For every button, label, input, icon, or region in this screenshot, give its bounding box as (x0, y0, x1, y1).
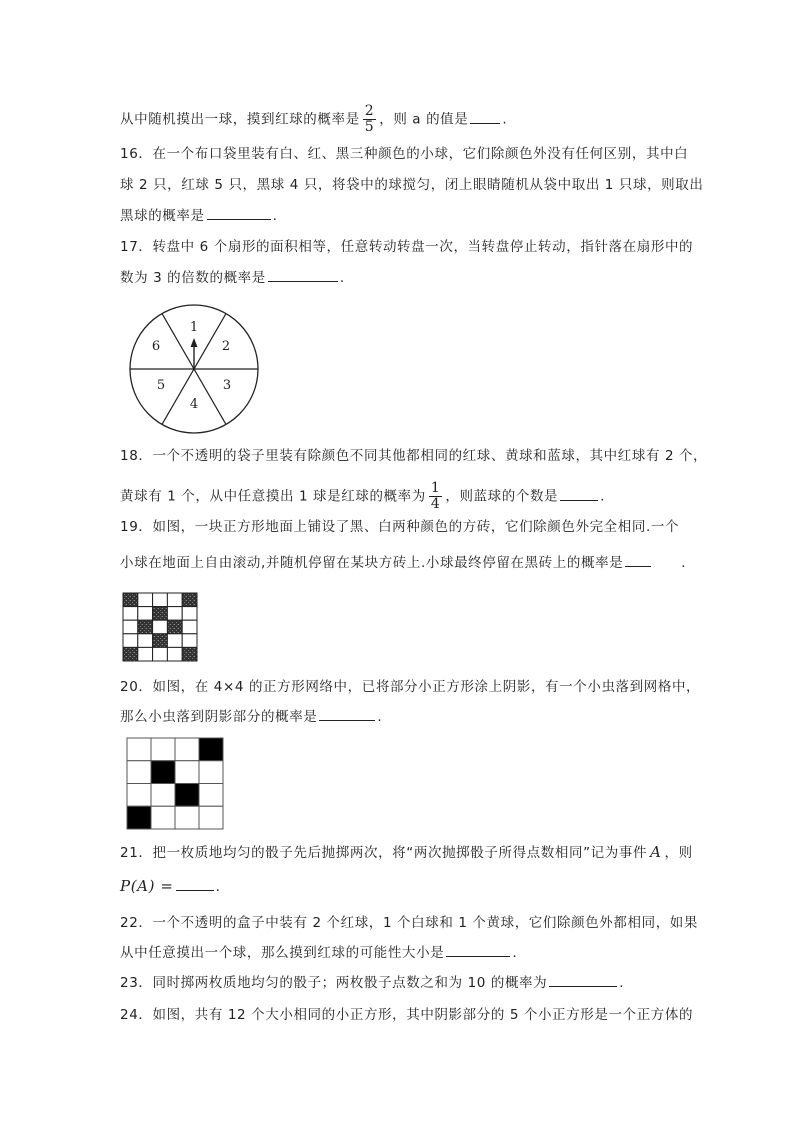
q21-line1: 21．把一枚质地均匀的骰子先后抛掷两次，将“两次抛掷骰子所得点数相同”记为事件 A ，则 (120, 843, 693, 861)
sector-label: 1 (189, 320, 199, 335)
white-cell (182, 620, 197, 634)
q15-fraction: $\frac{2}{5}$ (364, 103, 375, 135)
white-cell (138, 607, 153, 621)
shaded-cell (123, 593, 138, 607)
white-cell (151, 784, 175, 807)
white-cell (167, 607, 182, 621)
answer-blank[interactable] (176, 877, 214, 891)
white-cell (127, 784, 151, 807)
q19-line2: 小球在地面上自由滚动,并随机停留在某块方砖上.小球最终停留在黑砖上的概率是 . (120, 555, 687, 571)
answer-blank[interactable] (319, 707, 375, 721)
q18-line1: 18．一个不透明的袋子里装有除颜色不同其他都相同的红球、黄球和蓝球，其中红球有 2 个， (120, 448, 708, 464)
white-cell (182, 634, 197, 648)
white-cell (123, 634, 138, 648)
q18-fraction: $\frac{1}{4}$ (430, 480, 441, 512)
white-cell (167, 634, 182, 648)
shaded-cell (153, 607, 168, 621)
q15-line: 从中随机摸出一球，摸到红球的概率是 $\frac{2}{5}$ ，则 a 的值是 . (120, 103, 508, 135)
shaded-4x4-grid (126, 737, 224, 830)
shaded-cell (138, 620, 153, 634)
white-cell (138, 634, 153, 648)
q24-line1: 24．如图，共有 12 个大小相同的小正方形，其中阴影部分的 5 个小正方形是一个正方体的 (120, 1007, 694, 1023)
shaded-cell (175, 784, 199, 807)
answer-blank[interactable] (625, 553, 651, 567)
white-cell (127, 738, 151, 761)
pointer-arrow-icon (191, 338, 198, 347)
sector-label: 4 (189, 397, 199, 412)
sector-label: 2 (221, 339, 231, 354)
sector-label: 3 (222, 378, 232, 393)
white-cell (175, 806, 199, 829)
white-cell (167, 647, 182, 661)
white-cell (153, 593, 168, 607)
answer-blank[interactable] (268, 268, 338, 282)
tile-floor-grid (122, 592, 198, 662)
white-cell (127, 761, 151, 784)
q16-line2: 球 2 只，红球 5 只，黑球 4 只，将袋中的球搅匀，闭上眼睛随机从袋中取出 1 只球，则取出 (120, 177, 704, 193)
white-cell (138, 593, 153, 607)
shaded-cell (153, 634, 168, 648)
answer-blank[interactable] (560, 487, 598, 501)
q23-line1: 23．同时掷两枚质地均匀的骰子；两枚骰子点数之和为 10 的概率为 . (120, 975, 625, 991)
q22-line2: 从中任意摸出一个球，那么摸到红球的可能性大小是 . (120, 945, 518, 961)
shaded-cell (182, 647, 197, 661)
white-cell (182, 607, 197, 621)
white-cell (199, 761, 223, 784)
white-cell (138, 647, 153, 661)
answer-blank[interactable] (207, 206, 271, 220)
shaded-cell (182, 593, 197, 607)
sector-label: 6 (151, 339, 161, 354)
shaded-cell (127, 806, 151, 829)
shaded-cell (199, 738, 223, 761)
q17-line1: 17．转盘中 6 个扇形的面积相等，任意转动转盘一次，当转盘停止转动，指针落在扇形中的 (120, 239, 694, 255)
white-cell (123, 620, 138, 634)
answer-blank[interactable] (470, 110, 500, 124)
q21-line2: P(A) = . (120, 877, 221, 895)
white-cell (167, 593, 182, 607)
q20-line2: 那么小虫落到阴影部分的概率是 . (120, 709, 383, 725)
q16-line1: 16．在一个布口袋里装有白、红、黑三种颜色的小球，它们除颜色外没有任何区别，其中白 (120, 146, 689, 162)
q19-line1: 19．如图，一块正方形地面上铺设了黑、白两种颜色的方砖，它们除颜色外完全相同.一个 (120, 519, 680, 535)
shaded-cell (167, 620, 182, 634)
q16-line3: 黑球的概率是 . (120, 208, 278, 224)
white-cell (151, 738, 175, 761)
white-cell (199, 806, 223, 829)
q22-line1: 22．一个不透明的盒子中装有 2 个红球，1 个白球和 1 个黄球，它们除颜色外都相同，如果 (120, 915, 699, 931)
shaded-cell (151, 761, 175, 784)
shaded-cell (123, 647, 138, 661)
answer-blank[interactable] (446, 943, 510, 957)
white-cell (153, 620, 168, 634)
white-cell (153, 647, 168, 661)
white-cell (151, 806, 175, 829)
white-cell (123, 607, 138, 621)
white-cell (199, 784, 223, 807)
spinner-diagram (125, 300, 263, 438)
q20-line1: 20．如图，在 4×4 的正方形网络中，已将部分小正方形涂上阴影，有一个小虫落到网格中， (120, 679, 701, 695)
white-cell (175, 761, 199, 784)
q17-line2: 数为 3 的倍数的概率是 . (120, 270, 345, 286)
answer-blank[interactable] (549, 973, 617, 987)
white-cell (175, 738, 199, 761)
q18-line2: 黄球有 1 个，从中任意摸出 1 球是红球的概率为 $\frac{1}{4}$ ，则蓝球的个数是 . (120, 480, 606, 512)
sector-label: 5 (156, 378, 166, 393)
